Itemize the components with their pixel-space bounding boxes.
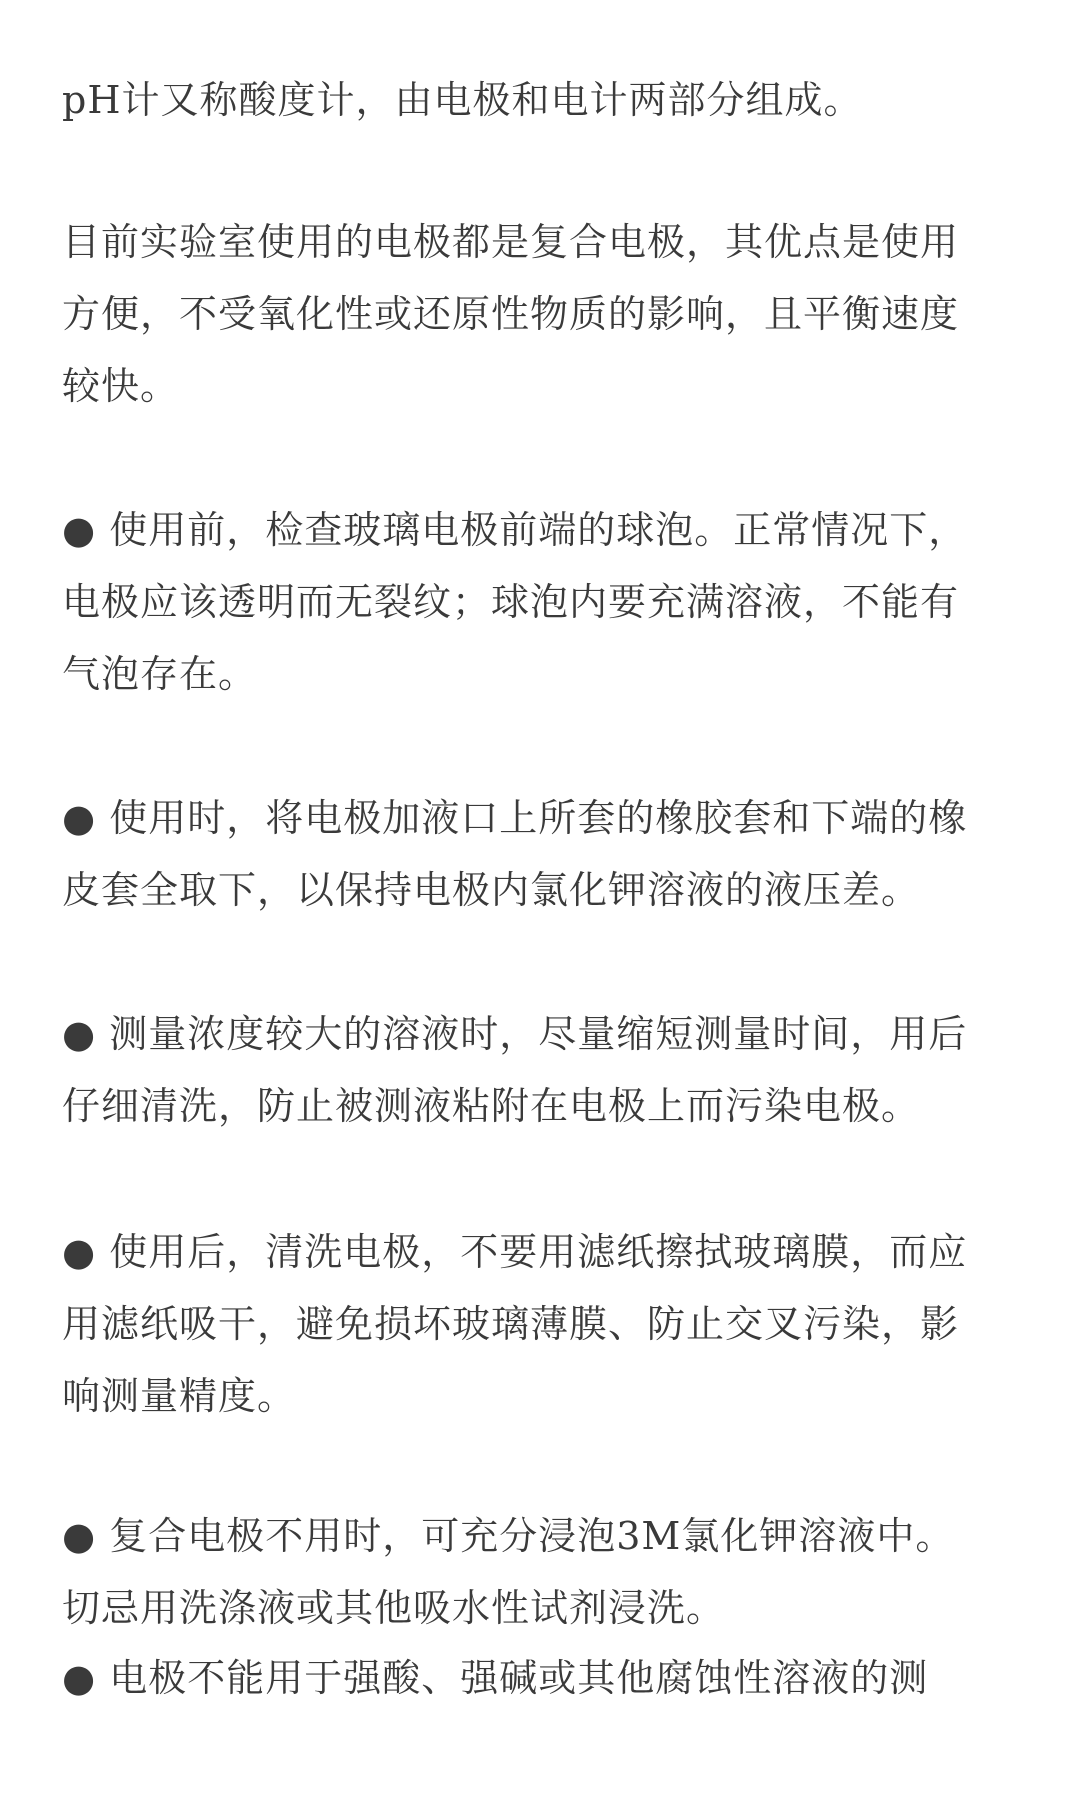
paragraph-intro: pH计又称酸度计，由电极和电计两部分组成。 [62, 78, 863, 122]
paragraph-after-use: ● 使用后，清洗电极，不要用滤纸擦拭玻璃膜，而应 用滤纸吸干，避免损坏玻璃薄膜、防止交叉污染，影 响测量精度。 [62, 1230, 968, 1418]
paragraph-concentrated-solution: ● 测量浓度较大的溶液时，尽量缩短测量时间，用后 仔细清洗，防止被测液粘附在电极上而污染电极。 [62, 1012, 968, 1128]
paragraph-restrictions: ● 电极不能用于强酸、强碱或其他腐蚀性溶液的测 [62, 1656, 929, 1700]
paragraph-storage: ● 复合电极不用时，可充分浸泡3M氯化钾溶液中。 切忌用洗涤液或其他吸水性试剂浸洗。 [62, 1514, 955, 1630]
paragraph-composite-electrode: 目前实验室使用的电极都是复合电极，其优点是使用 方便，不受氧化性或还原性物质的影响，且平衡速度 较快。 [62, 220, 960, 408]
paragraph-during-use: ● 使用时，将电极加液口上所套的橡胶套和下端的橡 皮套全取下，以保持电极内氯化钾溶液的液压差。 [62, 796, 968, 912]
paragraph-before-use: ● 使用前，检查玻璃电极前端的球泡。正常情况下， 电极应该透明而无裂纹；球泡内要充满溶液，不能有 气泡存在。 [62, 508, 968, 696]
